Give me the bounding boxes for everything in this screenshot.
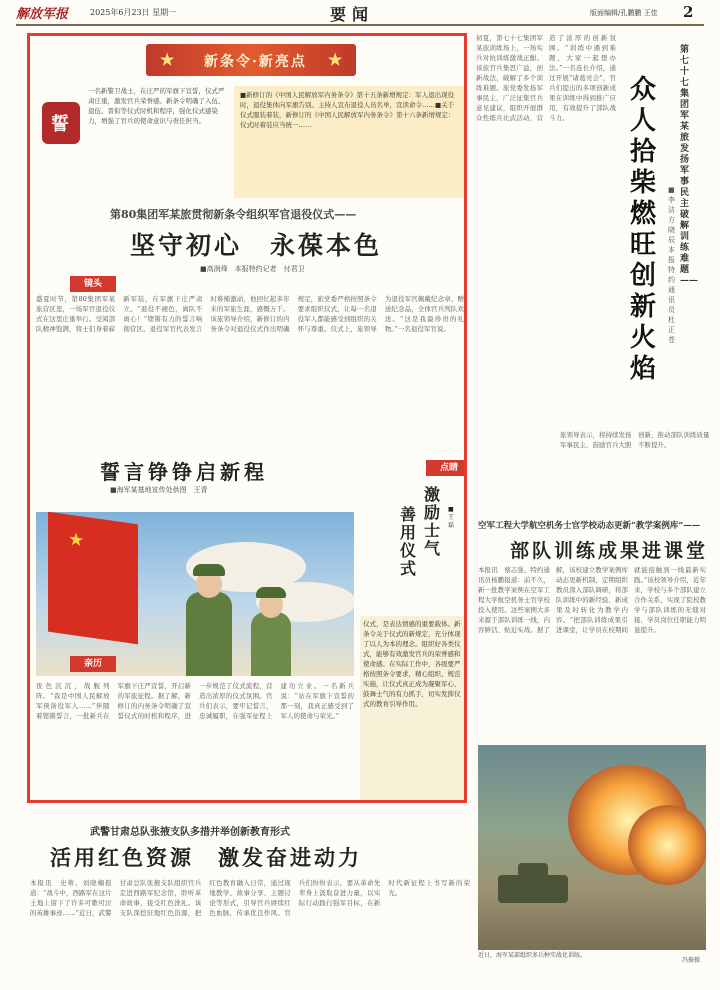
story3-kicker: 空军工程大学航空机务士官学校动态更新“教学案例库”—— <box>478 521 701 531</box>
story1-byline: ■高润烽 本报特约记者 付君卫 <box>200 265 305 273</box>
story2-headline: 誓言铮铮启新程 <box>100 460 268 484</box>
explosion-shape <box>628 805 706 885</box>
soldier-figure <box>251 612 291 676</box>
feature-intro <box>36 84 464 199</box>
star-icon: ★ <box>160 50 177 69</box>
bottom-story-body: 本报讯 史蒂、刘晓楠报道：“战斗中，西路军在这片土地上留下了许多可歌可泣的英雄事迹……”近日，武警甘肃总队张掖支队组织官兵走进西路军纪念馆，聆听革命故事，接受红色洗礼。该支队深挖驻地红色资源，把红色教育融入日常，通过现地教学、故事分享、主题讨论等形式，引导官兵赓续红色血脉，传承优良作风。官兵们纷纷表示，要从革命先辈身上汲取奋进力量，以实际行动践行强军目标，在新时代新征程上书写新的荣光。 <box>30 879 470 917</box>
story1-tag: 镜头 <box>70 276 116 292</box>
soldier-cap <box>193 564 225 576</box>
star-icon: ★ <box>328 50 345 69</box>
bottom-story-kicker: 武警甘肃总队张掖支队多措并举创新教育形式 <box>90 827 290 838</box>
training-photo <box>478 745 706 950</box>
issue-date: 2025年6月23日 星期一 <box>90 8 177 17</box>
flag-icon: ★ <box>48 512 138 644</box>
sidebar-headline <box>370 463 460 616</box>
photo-credit: 冯振摄 <box>682 957 701 964</box>
right-story-headline: 众人拾柴燃旺创新火焰 <box>630 75 657 384</box>
right-story-kicker: 第七十七集团军某旅发扬军事民主破解训练难题—— <box>680 45 698 286</box>
bottom-story-headline: 活用红色资源 激发奋进动力 <box>50 845 362 870</box>
right-story-headline-block <box>620 35 710 385</box>
story2-tag: 亲历 <box>70 656 116 672</box>
right-story-byline: ■李洁 方晓辰 本报特约通讯员 杜正苍 <box>668 186 682 344</box>
sidebar-byline: ■王磊 <box>448 506 455 529</box>
right-story-body-end: 旅领导表示，将持续发扬军事民主，鼓励官兵大胆创新，推动部队训练质量不断提升。 <box>560 431 710 449</box>
masthead <box>0 0 720 24</box>
feature-intro-text: 一名新警卫战士，在庄严的军旗下宣誓，仪式严肃庄重，激发官兵荣誉感。新条令明确了入伍、退伍、晋衔等仪式时机和程序，强化仪式感染力，增强了官兵的使命意识与责任担当。 <box>88 87 225 125</box>
sidebar-tag: 点睛 <box>426 460 467 476</box>
page-editors: 版面编辑/孔鹏鹏 王佳 <box>590 9 658 17</box>
story3-body: 本报讯 蔡志强、特约通讯员杨鹏报道：前不久，新一批教学案例在空军工程大学航空机务士官学校投入使用。这些案例大多来源于部队训练一线，内容鲜活、贴近实战。据了解，该校建立教学案例库动态更新机制，定期组织教员深入部队调研，将部队训练中的新经验、新成果及时转化为教学内容。“把部队训练成果引进课堂，让学员在校期间就能接触到一线最新实践。”该校领导介绍，近年来，学校与多个部队建立合作关系，实现了院校教学与部队训练的无缝对接，学员岗位任职能力明显提升。 <box>478 566 706 634</box>
story1-body: 盛夏时节，第80集团军某旅营区里，一场军官退役仪式在这里庄重举行。受阅部队精神饱满，将士们身着崭新军装，在军旗下庄严肃立。“退役不褪色，离队不离心！”铿锵有力的誓言响彻营区。退役军官代表发言时难掩激动，他回忆起多年来的军旅生涯，感慨万千。该旅领导介绍，新修订的内务条令对退役仪式作出明确规定，旅党委严格按照条令要求组织仪式，让每一名退役军人都能感受到组织的关怀与尊重。仪式上，旅领导为退役军官佩戴纪念章、赠送纪念品，全体官兵列队欢送。“这是我最珍贵的礼物。”一名退役军官说。 <box>36 295 464 333</box>
feature-frame <box>27 33 467 803</box>
sidebar-title-col1: 激励士气 <box>424 485 441 558</box>
masthead-rule <box>16 24 704 26</box>
soldier-figure <box>186 592 232 676</box>
regulation-notes: ■新修订的《中国人民解放军内务条令》第十五条新增规定：军人退出现役时，退役集体向军旗告别。主持人宣布退役人员名单，宣读命令……■关于仪式服装着装，新修订的《中国人民解放军内务条令》第十六条新增规定：仪式时着装应当统一…… <box>234 86 464 198</box>
photo-caption: 近日，海军某部组织多兵种实战化训练。 <box>478 952 587 959</box>
feature-banner <box>146 44 356 76</box>
soldier-cap <box>256 587 286 598</box>
story1-headline: 坚守初心 永葆本色 <box>130 231 383 260</box>
story1-kicker: 第80集团军某旅贯彻新条令组织军官退役仪式—— <box>110 208 357 221</box>
story3-headline: 部队训练成果进课堂 <box>510 540 709 562</box>
right-story-body: 初夏，第七十七集团军某旅训练场上，一场实兵对抗训练激战正酣。该旅官兵集思广益，创新战法，破解了多个训练难题。旅党委发扬军事民主，广泛征集官兵意见建议，组织开展群众性练兵比武活动，营造了浓厚的创新氛围。“训练中遇到难题，大家一起想办法。”一名连长介绍，通过开展“诸葛亮会”，官兵们提出的多项创新成果在训练中得到推广应用，有效提升了部队战斗力。 <box>476 34 616 122</box>
vehicle-turret <box>518 863 548 877</box>
seal-icon: 誓 <box>42 102 80 144</box>
sidebar-body: 仪式，是表达情感的重要载体。新条令关于仪式的新规定，充分体现了以人为本的理念。组织好各类仪式，能够有效激发官兵的荣誉感和使命感。在实际工作中，各级要严格按照条令要求，精心组织、规范实施，让仪式真正成为凝聚军心、鼓舞士气的有力抓手，切实发挥仪式的教育引导作用。 <box>360 616 464 803</box>
story2-body: 夜色沉沉，战舰列阵。“我是中国人民解放军预备役军人……”伴随着铿锵誓言，一批新兵在军旗下庄严宣誓，开启新的军旅征程。据了解，新修订的内务条令明确了宣誓仪式的时机和程序，进一步规范了仪式流程，营造出浓厚的仪式氛围。官兵们表示，要牢记誓言，忠诚履职，在强军征程上建功立业。一名新兵说：“站在军旗下宣誓的那一刻，我真正感受到了军人的使命与荣光。” <box>36 682 354 720</box>
feature-banner-label: 新条令·新亮点 <box>204 54 307 70</box>
sidebar-title-col2: 善用仪式 <box>400 505 417 578</box>
vehicle-shape <box>498 875 568 903</box>
section-title: 要闻 <box>330 5 375 24</box>
newspaper-logo: 解放军报 <box>16 7 69 22</box>
oath-illustration <box>36 512 354 676</box>
page-number: 2 <box>683 3 694 21</box>
story2-byline: ■海军某基地宣传处供图 王青 <box>110 486 208 494</box>
